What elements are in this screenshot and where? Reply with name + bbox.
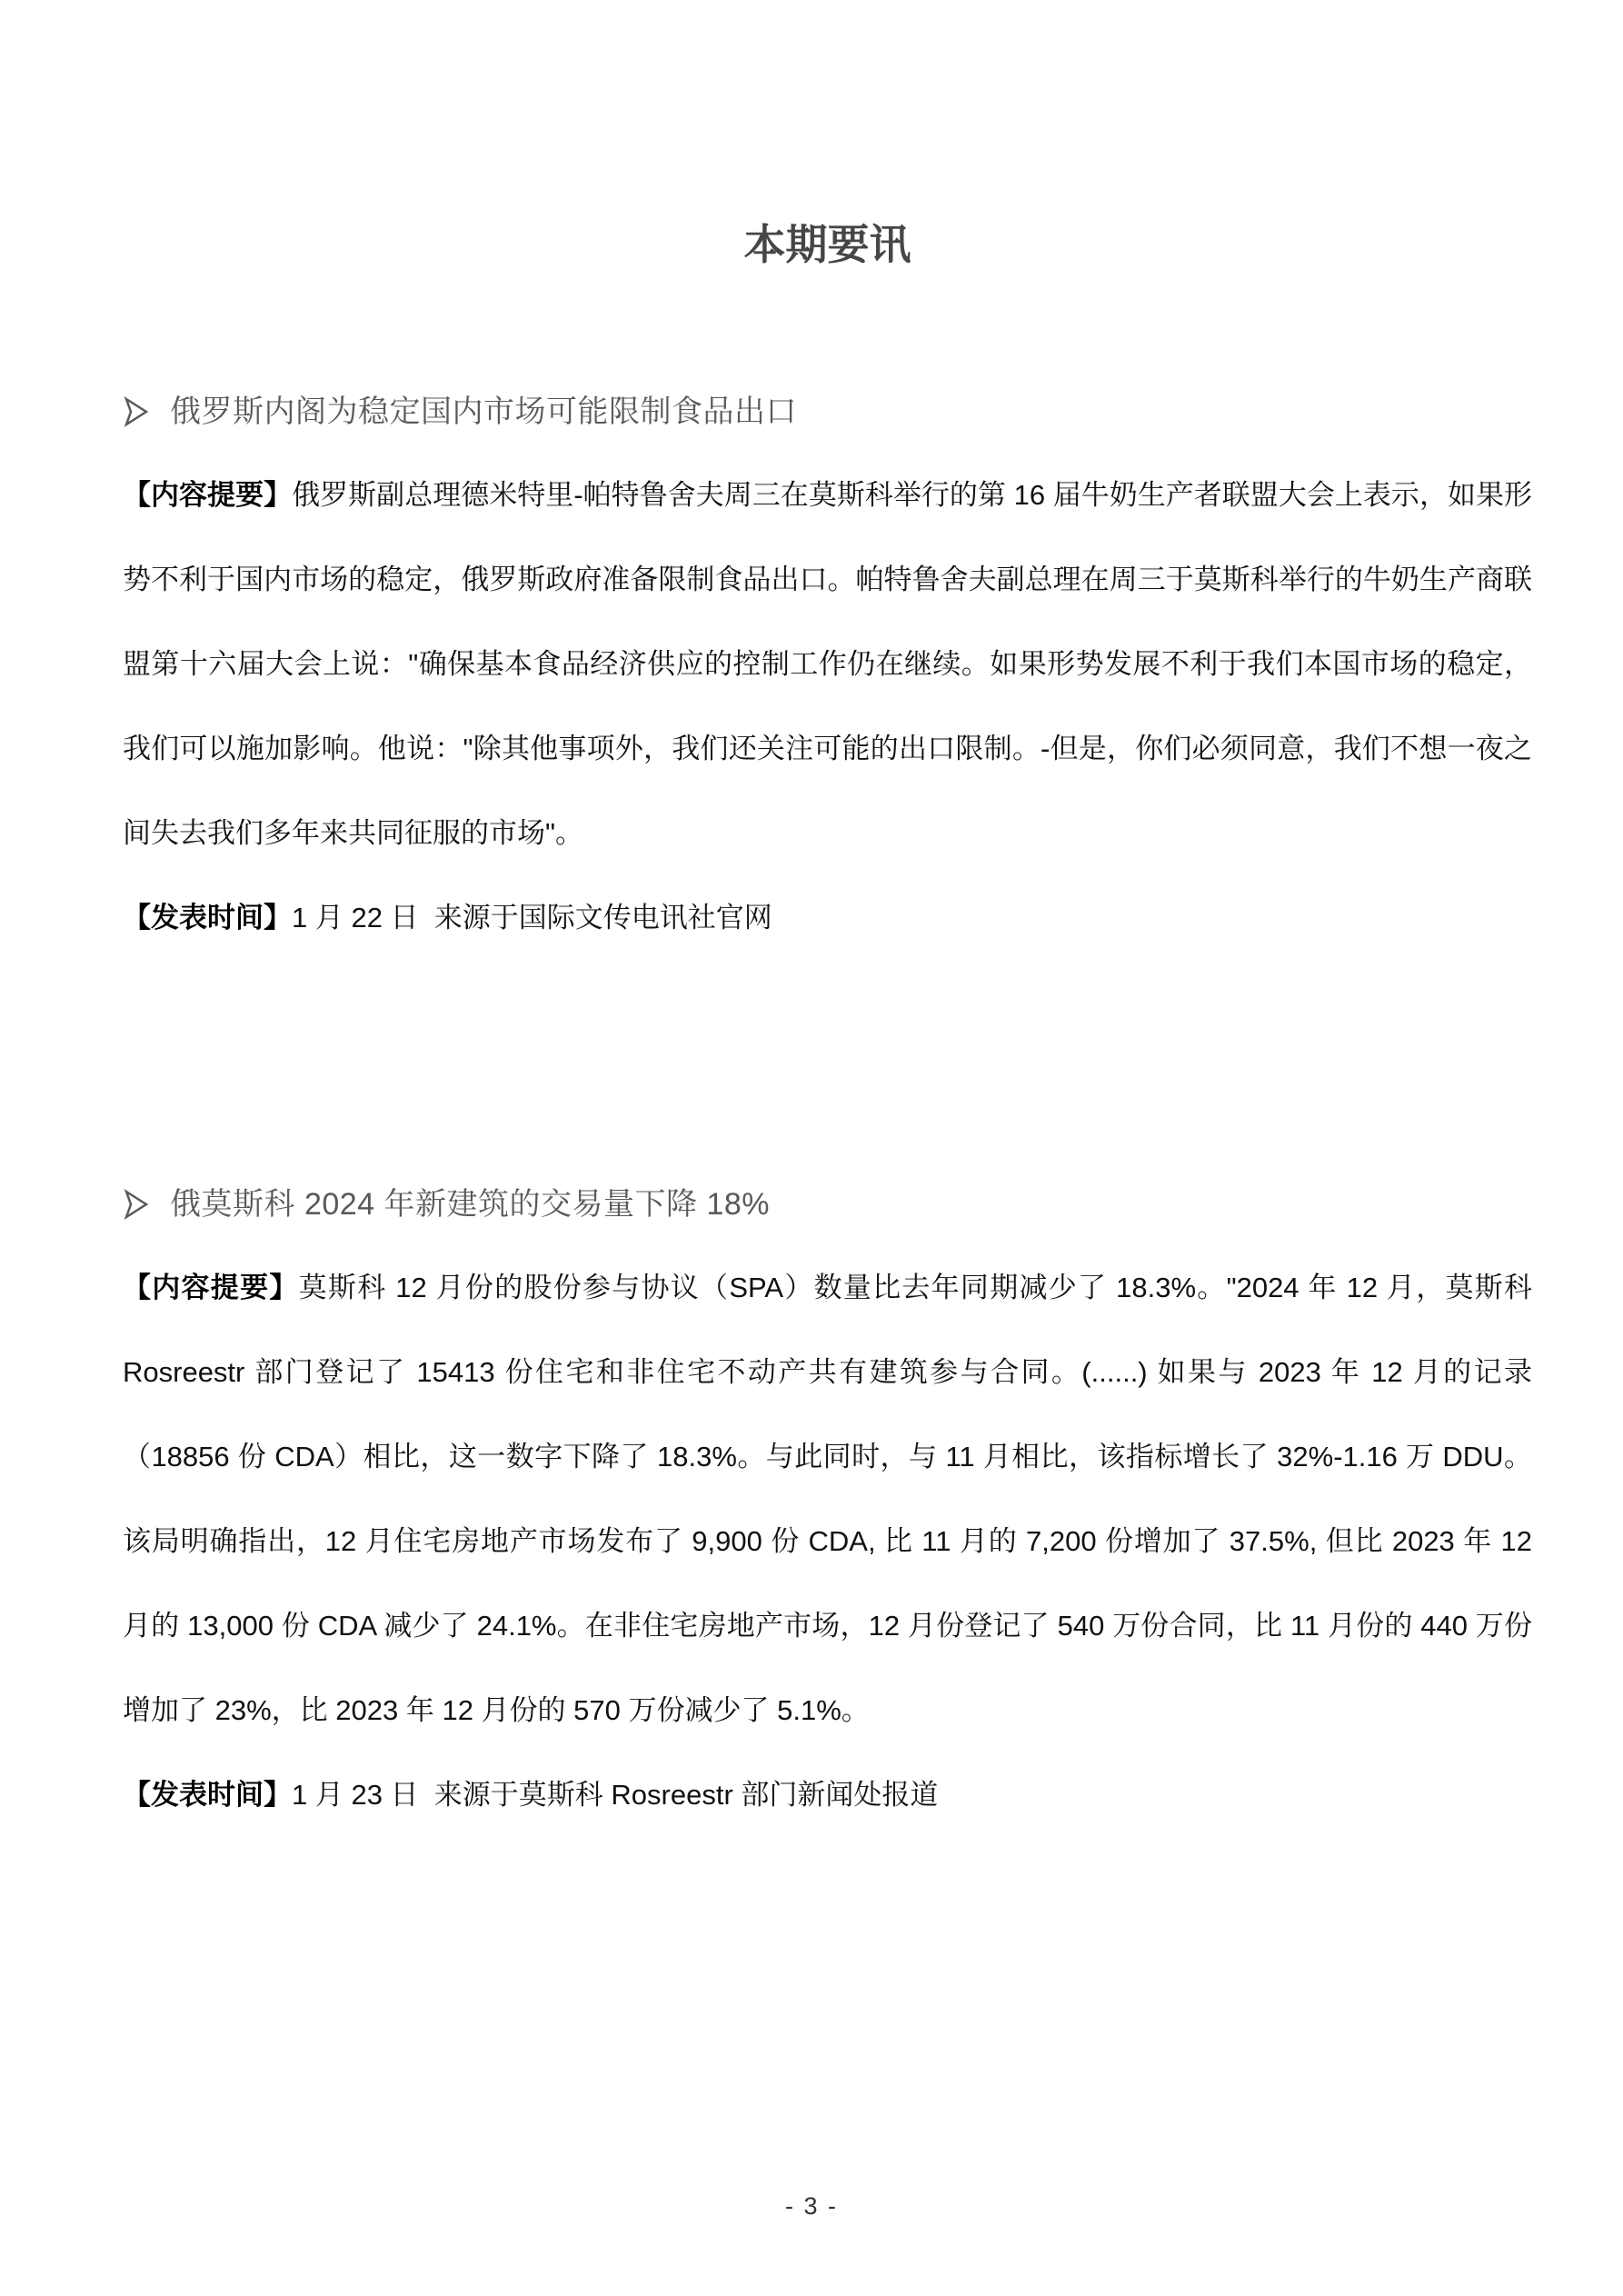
page-title: 本期要讯 bbox=[743, 221, 911, 268]
news-summary-paragraph bbox=[123, 1245, 1532, 1752]
date-text: 1 月 22 日 来源于国际文传电讯社官网 bbox=[292, 902, 772, 933]
publish-date-line bbox=[123, 1752, 1532, 1837]
arrowhead-right-icon bbox=[123, 1189, 150, 1220]
date-text: 1 月 23 日 来源于莫斯科 Rosreestr 部门新闻处报道 bbox=[292, 1779, 939, 1811]
summary-label: 【内容提要】 bbox=[123, 479, 293, 511]
date-label: 【发表时间】 bbox=[123, 1779, 292, 1811]
summary-text: 俄罗斯副总理德米特里-帕特鲁舍夫周三在莫斯科举行的第 16 届牛奶生产者联盟大会上表示，如果形势不利于国内市场的稳定，俄罗斯政府准备限制食品出口。帕特鲁舍夫副总理在周三于莫斯科举行的牛奶生产商联盟第十六届大会上说："确保基本食品经济供应的控制工作仍在继续。如果形势发展不利于我们本国市场的稳定，我们可以施加影响。他说："除其他事项外，我们还关注可能的出口限制。-但是，你们必须同意，我们不想一夜之间失去我们多年来共同征服的市场"。 bbox=[123, 479, 1533, 849]
publish-date-line bbox=[123, 875, 1532, 960]
news-heading: 俄莫斯科 2024 年新建筑的交易量下降 18% bbox=[170, 1187, 771, 1222]
news-summary-paragraph bbox=[123, 453, 1532, 875]
news-item-1-heading-row bbox=[123, 384, 1532, 440]
summary-label: 【内容提要】 bbox=[123, 1272, 299, 1303]
page-number: - 3 - bbox=[784, 2192, 838, 2220]
news-item-2-heading-row bbox=[123, 1176, 1532, 1233]
date-label: 【发表时间】 bbox=[123, 902, 292, 933]
arrowhead-right-icon bbox=[123, 396, 150, 427]
news-heading: 俄罗斯内阁为稳定国内市场可能限制食品出口 bbox=[170, 394, 797, 429]
summary-text: 莫斯科 12 月份的股份参与协议（SPA）数量比去年同期减少了 18.3%。"2024 年 12 月，莫斯科 Rosreestr 部门登记了 15413 份住宅和非住宅不动产共有建筑参与合同。(......) 如果与 2023 年 12 月的记录（18856 份 CDA）相比，这一数字下降了 18.3%。与此同时，与 11 月相比，该指标增长了 32%-1.16 万 DDU。该局明确指出，12 月住宅房地产市场发布了 9,900 份 CDA, 比 11 月的 7,200 份增加了 37.5%, 但比 2023 年 12 月的 13,000 份 CDA 减少了 24.1%。在非住宅房地产市场，12 月份登记了 540 万份合同，比 11 月份的 440 万份增加了 23%，比 2023 年 12 月份的 570 万份减少了 5.1%。 bbox=[123, 1272, 1533, 1726]
